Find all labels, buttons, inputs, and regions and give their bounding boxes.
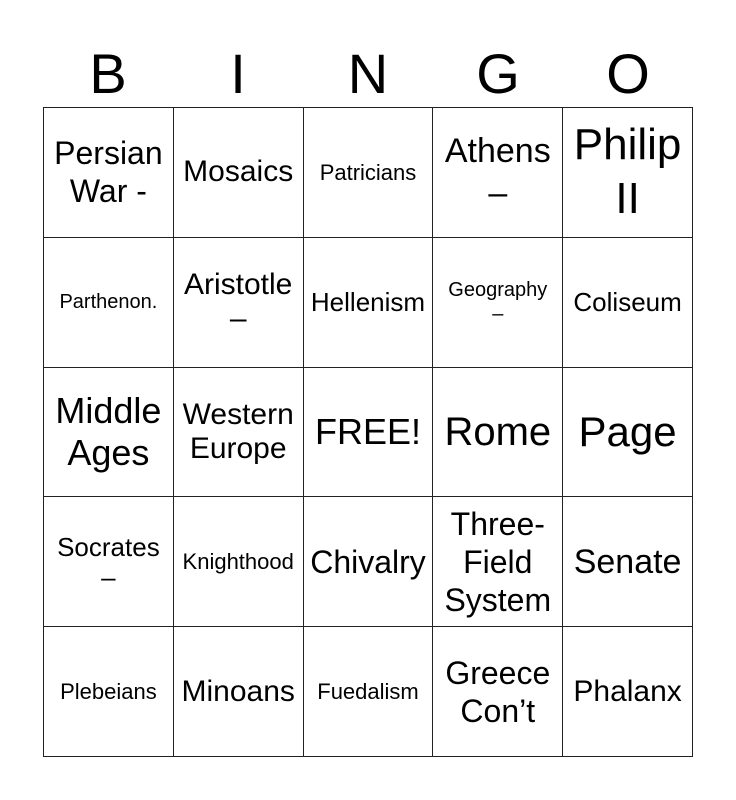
header-letter-o: O (606, 42, 650, 105)
bingo-cell (174, 627, 304, 757)
cell-label: FREE! (314, 410, 421, 452)
cell-label: Geography – (448, 279, 548, 326)
header-letter-n: N (347, 42, 389, 105)
cell-label: Minoans (181, 674, 295, 708)
bingo-grid (43, 107, 693, 757)
bingo-cell (304, 497, 434, 627)
cell-label: Phalanx (573, 674, 682, 708)
bingo-cell (563, 238, 693, 368)
bingo-cell (304, 238, 434, 368)
header-letter-i: I (230, 42, 246, 105)
cell-label: Senate (573, 542, 682, 581)
cell-label: Patricians (319, 159, 417, 185)
bingo-cell (433, 238, 563, 368)
bingo-cell (433, 627, 563, 757)
bingo-header (43, 40, 693, 108)
cell-label: Western Europe (182, 397, 294, 465)
bingo-cell (304, 108, 434, 238)
cell-label: Fuedalism (317, 679, 419, 705)
bingo-cell (174, 368, 304, 498)
cell-label: Rome (444, 409, 552, 454)
bingo-cell (174, 238, 304, 368)
bingo-cell (304, 627, 434, 757)
bingo-cell (563, 497, 693, 627)
bingo-cell (433, 108, 563, 238)
cell-label: Plebeians (60, 679, 157, 705)
cell-label: Page (578, 407, 677, 455)
bingo-cell (433, 497, 563, 627)
free-space (304, 368, 434, 498)
bingo-cell (563, 108, 693, 238)
bingo-cell (44, 108, 174, 238)
cell-label: Mosaics (183, 155, 294, 189)
cell-label: Persian War - (54, 135, 163, 210)
bingo-cell (44, 497, 174, 627)
cell-label: Knighthood (182, 549, 294, 575)
header-letter-b: B (89, 42, 127, 105)
cell-label: Middle Ages (55, 389, 162, 473)
bingo-cell (44, 238, 174, 368)
cell-label: Socrates – (57, 531, 160, 592)
bingo-cell (44, 627, 174, 757)
bingo-cell (563, 368, 693, 498)
cell-label: Parthenon. (59, 291, 158, 314)
header-letter-g: G (476, 42, 520, 105)
cell-label: Coliseum (573, 287, 682, 318)
cell-label: Athens – (444, 132, 551, 213)
bingo-cell (174, 108, 304, 238)
bingo-cell (433, 368, 563, 498)
cell-label: Hellenism (310, 287, 426, 318)
bingo-cell (563, 627, 693, 757)
cell-label: Greece Con’t (445, 654, 551, 729)
bingo-cell (44, 368, 174, 498)
cell-label: Chivalry (310, 543, 426, 580)
cell-label: Three- Field System (444, 505, 552, 618)
cell-label: Aristotle – (184, 268, 293, 336)
cell-label: Philip II (573, 120, 682, 224)
bingo-cell (174, 497, 304, 627)
